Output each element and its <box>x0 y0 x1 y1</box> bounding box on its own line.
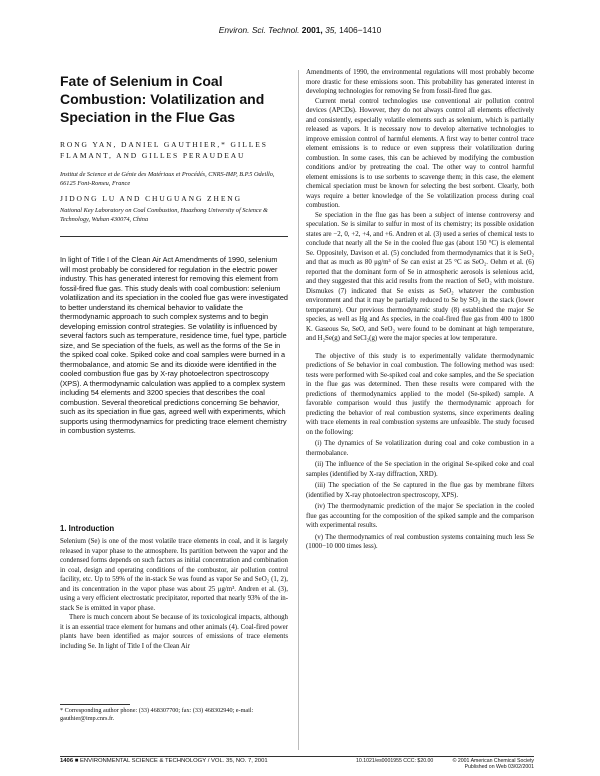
corresponding-author-footnote: * Corresponding author phone: (33) 468307700; fax: (33) 468302940; e-mail: gauthier@imp.cnrs.fr. <box>60 707 254 722</box>
section-heading-introduction: 1. Introduction <box>60 524 115 533</box>
study-item: (v) The thermodynamics of real combustion systems containing much less Se (1000−10 000 times less). <box>306 533 534 550</box>
study-item: (iii) The speciation of the Se captured in the flue gas by membrane filters (identified by X-ray photoelectron spectroscopy, XPS). <box>306 482 534 499</box>
footer-journal-line: ENVIRONMENTAL SCIENCE & TECHNOLOGY / VOL. 35, NO. 7, 2001 <box>79 758 268 764</box>
abstract-divider <box>60 236 288 237</box>
authors-group-1: RONG YAN, DANIEL GAUTHIER,* GILLES FLAMANT, AND GILLES PERAUDEAU <box>60 140 268 160</box>
copyright-line: © 2001 American Chemical Society <box>452 758 534 764</box>
paragraph: Amendments of 1990, the environmental regulations will most probably become more drastic for these emissions soon. This probability has generated interest in developing technologies for removing Se from fossil-fired flue gas. <box>306 69 534 95</box>
published-line: Published on Web 03/02/2001 <box>464 764 534 771</box>
page-footer <box>60 758 268 764</box>
running-header <box>0 25 600 35</box>
abstract-text: In light of Title I of the Clean Air Act Amendments of 1990, selenium will most probably be considered for regulation in the electric power industry. This has generated interest for removing this element from fossil-fired flue gas. This study deals with coal combustion: selenium volatilization and its speciation in the cooled flue gas were investigated to better understand its chemical behavior to validate the thermodynamic approach to such complex systems and to begin developing emission control strategies. Se volatility is influenced by several factors such as temperature, residence time, fuel type, particle size, and Se speciation of the fuels, as well as the forms of the Se in the spiked coal coke. Spiked coke and coal samples were burned in a thermobalance, and atomic Se and its dioxide were identified in the cooled combustion flue gas by X-ray photoelectron spectroscopy (XPS). A thermodynamic calculation was applied to a complex system including 54 elements and 3200 species that describes the coal combustion. Several theoretical predictions concerning Se behavior, such as its speciation in flue gas, agreed well with experiments, which supports using thermodynamics for predicting trace element chemistry in combustion systems. <box>60 255 288 435</box>
footer-doi: 10.1021/es0001955 CCC: $20.00 <box>356 758 434 764</box>
paragraph: Current metal control technologies use conventional air pollution control devices (APCDs). However, they do not always control all elements effectively and consistently, especially volatile elements such as selenium, which is partially released as vapors. It is necessary now to develop alternative technologies to improve emission control of harmful elements. A first way to better control trace element emissions is to reduce or even suppress their volatilization during combustion. In some cases, this can be achieved by modifying the combustion conditions and/or by pretreating the coal. The other way to control harmful element emissions is to use sorbents to scavenge them; in this case, the element chemical speciation must be known for selecting the best sorbent. Clearly, both ways require a better knowledge of the Se volatilization process during coal combustion. <box>306 97 534 209</box>
right-column-body <box>306 68 534 552</box>
article-title: Fate of Selenium in Coal Combustion: Volatilization and Speciation in the Flue Gas <box>60 73 265 125</box>
affiliation-2: National Key Laboratory on Coal Combustion, Huazhong University of Science & Technology, Wuhan 430074, China <box>60 207 268 223</box>
affiliation-1: Institut de Science et de Génie des Matériaux et Procédés, CNRS-IMP, B.P.5 Odeillo, 66125 Font-Romeu, France <box>60 171 275 187</box>
footnote-divider <box>60 704 130 705</box>
column-divider <box>298 70 299 750</box>
journal-pages: 1406−1410 <box>339 25 382 35</box>
paragraph: There is much concern about Se because of its toxicological impacts, although it is an essential trace element for humans and other animals (4). Coal-fired power plants have been identified as major sources of emissions of trace elements including Se. In light of Title I of the Clean Air <box>60 614 288 650</box>
paragraph: Se speciation in the flue gas has been a subject of intense controversy and speculation. Se is similar to sulfur in most of its chemistry; its possible oxidation states are −2, 0, +2, +4, and +6. Andren et al. (3) used a series of chemical tests to conclude that nearly all the Se in the cooled flue gas (about 150 °C) is elemental Se. Oppositely, Davison et al. (5) concluded from thermodynamics that it is SeO₂ and that as much as 80 μg/m³ of Se can exist at 25 °C as SeO₂. Oehm et al. (6) reported that the dominant form of Se in atmospheric aerosols is selenious acid, and they suggested that this acid results from the reaction of SeO₂ with moisture. Dismukes (7) indicated that Se exists as SeO₂ whatever the combustion environment and that it may be partially reduced to Se by SO₂ in the stack (lower temperature). Our previous thermodynamic study (8) established the major Se species, as well as Hg and As species, in the coal-fired flue gas from 400 to 1800 K. Gaseous Se, SeO, and SeO₂ were found to be dominant at high temperature, and H₂Se(g) and SeCl₂(g) were the major species at low temperature. <box>306 211 534 342</box>
paragraph-objective: The objective of this study is to experimentally validate thermodynamic predictions of Se behavior in coal combustion. The following method was used: tests were performed with Se-spiked coal and coke samples, and the Se speciation in the flue gas was determined. Then these results were compared with the predictions of thermodynamics applied to the model (Se-spiked) sample. A favorable comparison would thus justify the thermodynamic approach for predicting the behavior of real combustion systems, since experiments dealing with trace elements in real combustion systems are unfeasible. The study focused on the following: <box>306 352 534 436</box>
study-item: (i) The dynamics of Se volatilization during coal and coke combustion in a thermobalance. <box>306 440 534 457</box>
study-item: (ii) The influence of the Se speciation in the original Se-spiked coke and coal samples (identified by X-ray diffraction, XRD). <box>306 461 534 478</box>
footer-copyright <box>450 758 534 770</box>
footer-divider <box>60 756 534 757</box>
journal-year: 2001, <box>301 25 323 35</box>
paragraph: Selenium (Se) is one of the most volatile trace elements in coal, and it is largely released in vapor phase to the atmosphere. Its partition between the vapor and the condensed forms depends on such factors as initial concentration and combination in coal, design and operating conditions of the combustor, air pollution control facility, etc. Up to 59% of the in-stack Se was found as vapor Se and SeO₂ (1, 2), and its concentration in the vapor phase was about 25 μg/m³. Andren et al. (3), using a very efficient electrostatic precipitator, reported that nearly 93% of the in-stack Se is emitted in vapor phase. <box>60 538 288 612</box>
abstract <box>60 255 288 436</box>
page-number: 1406 <box>60 758 74 764</box>
journal-name: Environ. Sci. Technol. <box>218 25 300 35</box>
journal-volume: 35, <box>325 25 337 35</box>
left-column-body <box>60 537 288 651</box>
authors-group-2: JIDONG LU AND CHUGUANG ZHENG <box>60 194 242 203</box>
footer-bullet-icon: ■ <box>74 758 79 764</box>
study-item: (iv) The thermodynamic prediction of the major Se speciation in the cooled flue gas accounting for the composition of the spiked sample and the comparison with experimental results. <box>306 503 534 529</box>
